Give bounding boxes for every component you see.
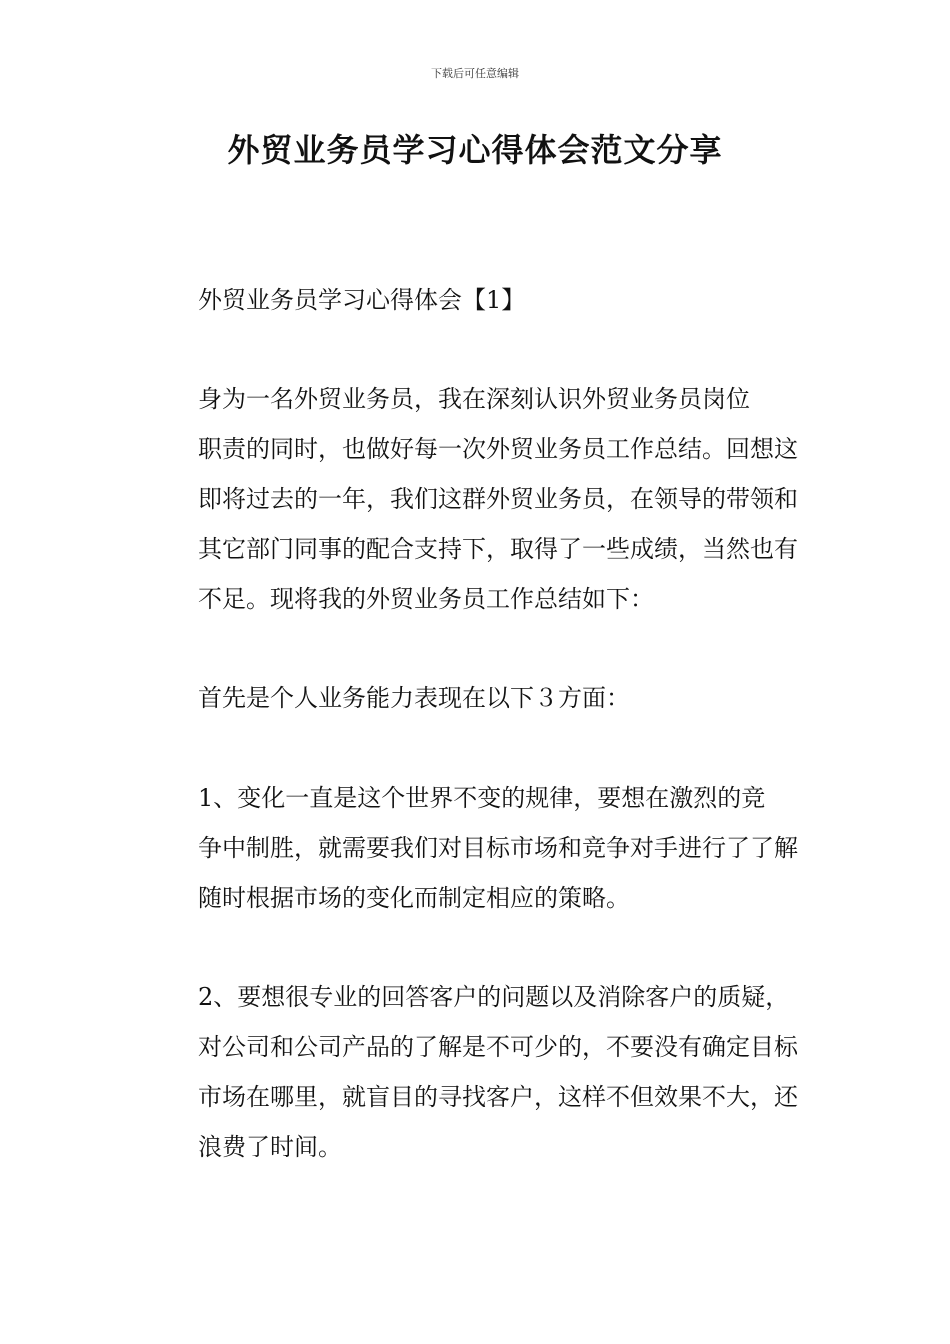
text-line: 争中制胜，就需要我们对目标市场和竞争对手进行了了解 [198, 834, 798, 862]
text-line: 1、变化一直是这个世界不变的规律，要想在激烈的竞 [198, 784, 766, 812]
text-line: 浪费了时间。 [198, 1133, 342, 1161]
text-line: 2、要想很专业的回答客户的问题以及消除客户的质疑， [198, 983, 790, 1011]
text-line: 对公司和公司产品的了解是不可少的，不要没有确定目标 [198, 1033, 798, 1061]
text-line: 职责的同时，也做好每一次外贸业务员工作总结。回想这 [198, 435, 798, 463]
text-line: 身为一名外贸业务员，我在深刻认识外贸业务员岗位 [198, 385, 750, 413]
text-line: 即将过去的一年，我们这群外贸业务员，在领导的带领和 [198, 485, 798, 513]
section-heading [146, 275, 816, 325]
summary-lead-paragraph [146, 673, 816, 723]
point-2-paragraph [146, 972, 816, 1172]
intro-paragraph [146, 374, 816, 624]
text-line: 首先是个人业务能力表现在以下３方面： [198, 684, 630, 712]
text-line: 市场在哪里，就盲目的寻找客户，这样不但效果不大，还 [198, 1083, 798, 1111]
point-1-paragraph [146, 773, 816, 923]
text-line: 其它部门同事的配合支持下，取得了一些成绩，当然也有 [198, 535, 798, 563]
text-line: 外贸业务员学习心得体会【1】 [198, 286, 526, 314]
text-line: 不足。现将我的外贸业务员工作总结如下： [198, 585, 654, 613]
document-title: 外贸业务员学习心得体会范文分享 [227, 131, 723, 169]
text-line: 随时根据市场的变化而制定相应的策略。 [198, 884, 630, 912]
header-note: 下载后可任意编辑 [431, 67, 519, 80]
